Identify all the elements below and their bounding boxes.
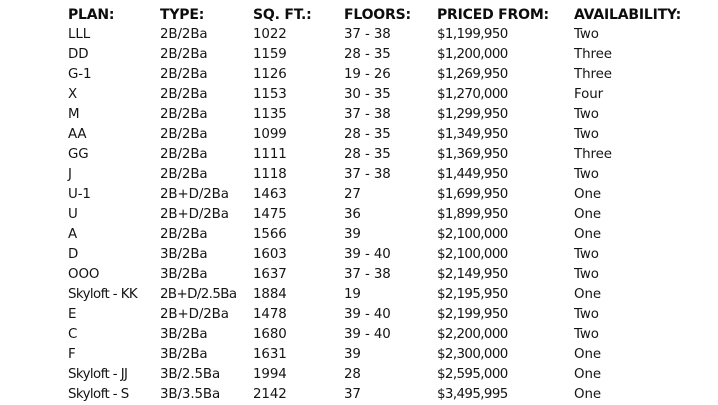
cell-plan: G-1 [68,67,92,82]
cell-sq-ft: 1680 [253,327,287,342]
cell-sq-ft: 1994 [253,367,287,382]
table-row [68,165,708,185]
cell-sq-ft: 1099 [253,127,287,142]
table-header-row [68,5,708,25]
cell-priced-from: $1,299,950 [437,107,508,122]
cell-availability: One [574,387,601,402]
cell-floors: 28 - 35 [344,47,391,62]
cell-sq-ft: 1153 [253,87,287,102]
cell-floors: 39 - 40 [344,307,391,322]
cell-priced-from: $2,195,950 [437,287,508,302]
cell-floors: 37 - 38 [344,27,391,42]
cell-priced-from: $1,699,950 [437,187,508,202]
cell-plan: E [68,307,77,322]
table-row [68,225,708,245]
cell-plan: F [68,347,76,362]
cell-availability: Two [574,327,599,342]
cell-priced-from: $1,269,950 [437,67,508,82]
table-row [68,325,708,345]
cell-type: 2B/2Ba [160,147,208,162]
cell-priced-from: $2,100,000 [437,227,508,242]
cell-availability: Two [574,27,599,42]
cell-sq-ft: 1475 [253,207,287,222]
table-row [68,185,708,205]
table-row [68,25,708,45]
cell-plan: LLL [68,27,91,42]
table-row [68,365,708,385]
cell-plan: Skyloft - JJ [68,367,128,382]
table-row [68,265,708,285]
cell-type: 3B/2Ba [160,327,208,342]
table-row [68,205,708,225]
cell-priced-from: $2,595,000 [437,367,508,382]
cell-floors: 39 [344,227,361,242]
table-row [68,85,708,105]
cell-floors: 28 - 35 [344,147,391,162]
cell-sq-ft: 1463 [253,187,287,202]
cell-availability: Three [574,147,612,162]
cell-plan: U [68,207,78,222]
cell-type: 2B/2Ba [160,127,208,142]
cell-type: 2B/2Ba [160,27,208,42]
cell-plan: C [68,327,78,342]
cell-sq-ft: 1566 [253,227,287,242]
cell-type: 2B/2Ba [160,227,208,242]
cell-plan: GG [68,147,89,162]
pricing-table [68,5,708,405]
cell-priced-from: $1,899,950 [437,207,508,222]
table-row [68,245,708,265]
cell-floors: 19 - 26 [344,67,391,82]
cell-priced-from: $2,149,950 [437,267,508,282]
cell-plan: AA [68,127,87,142]
cell-sq-ft: 1159 [253,47,287,62]
cell-sq-ft: 1022 [253,27,287,42]
cell-sq-ft: 1111 [253,147,287,162]
cell-type: 2B+D/2Ba [160,307,229,322]
cell-type: 3B/3.5Ba [160,387,221,402]
cell-availability: Two [574,127,599,142]
cell-sq-ft: 1884 [253,287,287,302]
cell-floors: 39 [344,347,361,362]
table-row [68,65,708,85]
cell-type: 2B/2Ba [160,67,208,82]
table-row [68,285,708,305]
cell-floors: 39 - 40 [344,327,391,342]
cell-plan: D [68,247,79,262]
cell-plan: Skyloft - S [68,387,129,402]
cell-plan: M [68,107,80,122]
cell-availability: Two [574,307,599,322]
cell-type: 3B/2Ba [160,247,208,262]
cell-priced-from: $1,199,950 [437,27,508,42]
cell-priced-from: $1,349,950 [437,127,508,142]
cell-plan: X [68,87,78,102]
cell-sq-ft: 1126 [253,67,287,82]
cell-floors: 39 - 40 [344,247,391,262]
cell-availability: One [574,227,601,242]
cell-type: 2B/2Ba [160,87,208,102]
cell-floors: 30 - 35 [344,87,391,102]
cell-priced-from: $1,449,950 [437,167,508,182]
cell-type: 3B/2Ba [160,347,208,362]
cell-availability: One [574,367,601,382]
cell-floors: 27 [344,187,361,202]
cell-floors: 28 - 35 [344,127,391,142]
cell-plan: DD [68,47,89,62]
cell-sq-ft: 1603 [253,247,287,262]
cell-sq-ft: 1478 [253,307,287,322]
table-row [68,45,708,65]
cell-type: 2B+D/2Ba [160,207,229,222]
table-row [68,385,708,405]
header-floors: FLOORS: [344,7,411,23]
cell-plan: J [68,167,72,182]
cell-floors: 37 - 38 [344,167,391,182]
cell-priced-from: $2,100,000 [437,247,508,262]
cell-availability: Two [574,267,599,282]
cell-priced-from: $2,200,000 [437,327,508,342]
table-row [68,145,708,165]
cell-sq-ft: 1631 [253,347,287,362]
cell-sq-ft: 1135 [253,107,287,122]
header-plan: PLAN: [68,7,115,23]
cell-availability: One [574,187,601,202]
cell-availability: Four [574,87,604,102]
cell-floors: 28 [344,367,361,382]
cell-type: 2B/2Ba [160,107,208,122]
cell-sq-ft: 1118 [253,167,287,182]
cell-floors: 36 [344,207,361,222]
cell-type: 2B+D/2.5Ba [160,287,237,302]
table-row [68,305,708,325]
cell-plan: A [68,227,78,242]
cell-floors: 37 - 38 [344,107,391,122]
header-type: TYPE: [160,7,205,23]
cell-availability: Two [574,167,599,182]
cell-floors: 19 [344,287,361,302]
cell-sq-ft: 2142 [253,387,287,402]
cell-plan: U-1 [68,187,91,202]
cell-priced-from: $3,495,995 [437,387,508,402]
cell-sq-ft: 1637 [253,267,287,282]
cell-priced-from: $1,270,000 [437,87,508,102]
table-body [68,25,708,405]
table-row [68,345,708,365]
cell-availability: Two [574,107,599,122]
cell-type: 3B/2.5Ba [160,367,221,382]
cell-availability: One [574,287,601,302]
cell-floors: 37 [344,387,361,402]
cell-type: 2B/2Ba [160,47,208,62]
cell-availability: Two [574,247,599,262]
cell-type: 3B/2Ba [160,267,208,282]
cell-type: 2B+D/2Ba [160,187,229,202]
header-sq-ft: SQ. FT.: [253,7,312,23]
cell-priced-from: $1,369,950 [437,147,508,162]
cell-priced-from: $2,199,950 [437,307,508,322]
table-row [68,105,708,125]
cell-availability: Three [574,47,612,62]
cell-floors: 37 - 38 [344,267,391,282]
cell-availability: One [574,347,601,362]
cell-priced-from: $1,200,000 [437,47,508,62]
cell-availability: One [574,207,601,222]
cell-plan: OOO [68,267,100,282]
cell-type: 2B/2Ba [160,167,208,182]
table-row [68,125,708,145]
cell-availability: Three [574,67,612,82]
cell-priced-from: $2,300,000 [437,347,508,362]
header-priced-from: PRICED FROM: [437,7,549,23]
cell-plan: Skyloft - KK [68,287,138,302]
header-availability: AVAILABILITY: [574,7,682,23]
